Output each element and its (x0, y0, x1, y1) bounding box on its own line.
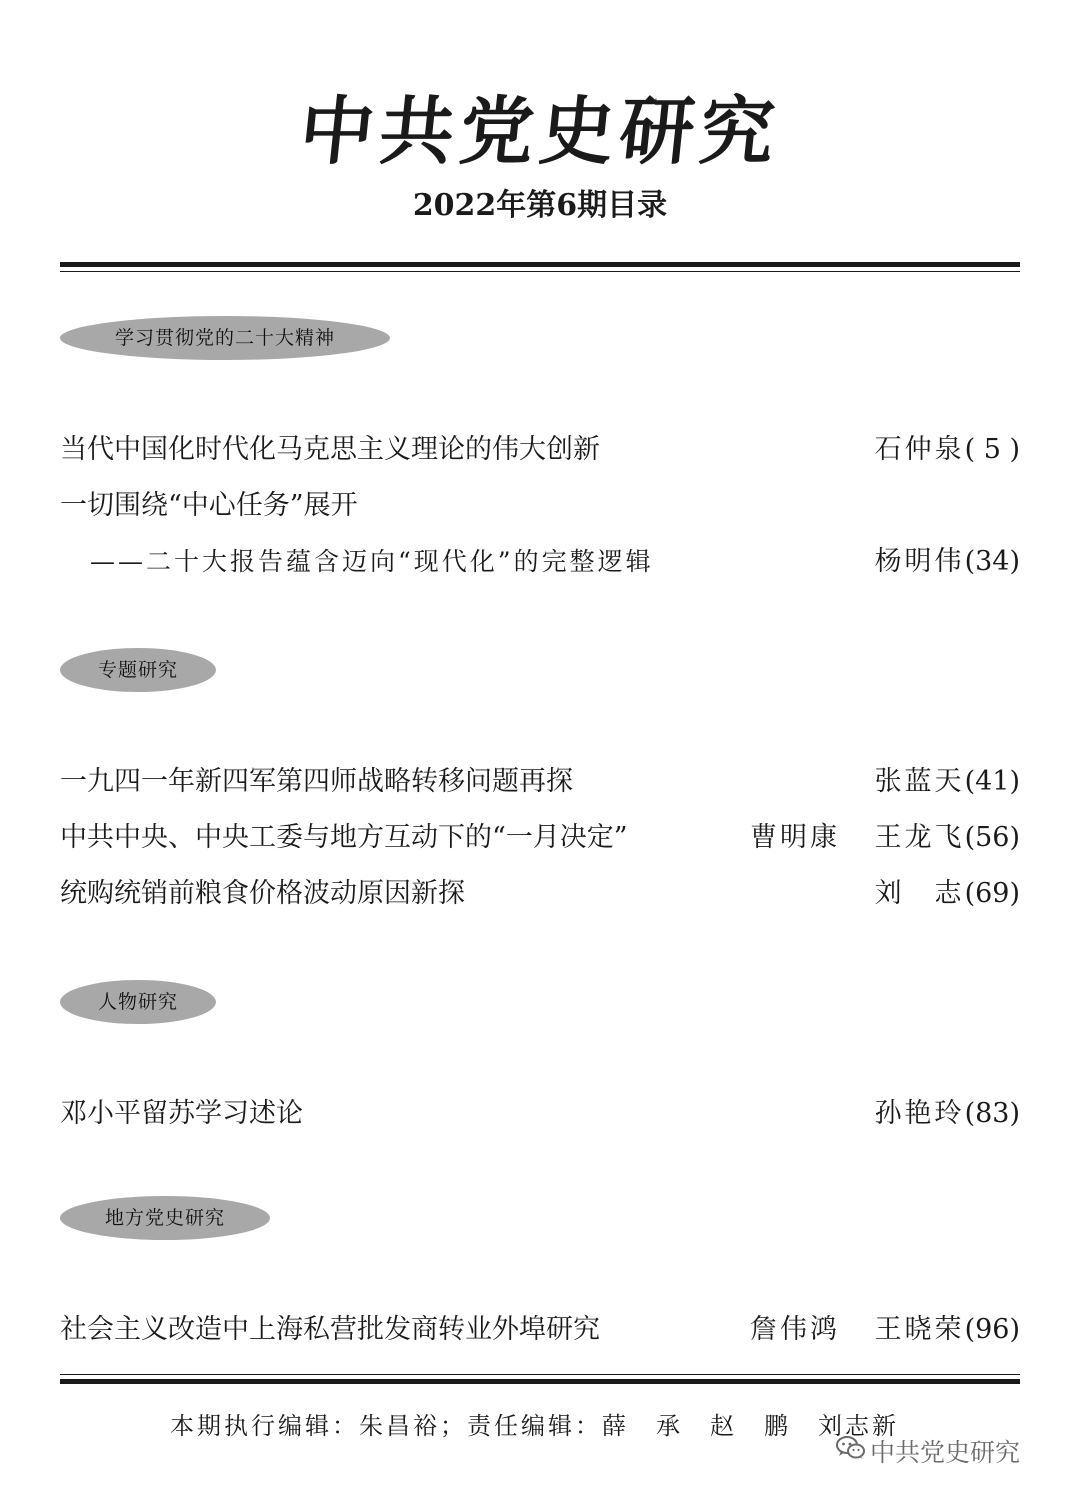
article-author: 孙艳玲 (874, 1098, 965, 1129)
wechat-watermark (836, 1432, 1020, 1472)
article-title: 一切围绕“中心任务”展开 (60, 490, 358, 521)
article-title: 社会主义改造中上海私营批发商转业外埠研究 (60, 1314, 600, 1345)
article-page: (83) (964, 1098, 1020, 1129)
article-page: ( 5 ) (964, 434, 1020, 465)
article-subtitle: ——二十大报告蕴含迈向“现代化”的完整逻辑 (90, 547, 654, 576)
article-author: 刘 志 (874, 878, 965, 909)
article-page: (41) (964, 766, 1020, 797)
wechat-icon (836, 1433, 866, 1473)
article-page: (96) (964, 1314, 1020, 1345)
toc-entry[interactable] (60, 430, 1020, 470)
toc-entry[interactable] (60, 1094, 1020, 1134)
section-label-study-20th-congress: 学习贯彻党的二十大精神 (60, 316, 390, 360)
article-title: 当代中国化时代化马克思主义理论的伟大创新 (60, 434, 600, 465)
journal-masthead: 中共党史研究 (295, 89, 785, 175)
article-author: 杨明伟 (874, 546, 965, 577)
watermark-text: 中共党史研究 (870, 1438, 1021, 1467)
article-title: 统购统销前粮食价格波动原因新探 (60, 878, 465, 909)
article-title: 邓小平留苏学习述论 (60, 1098, 303, 1129)
toc-entry[interactable] (60, 874, 1020, 914)
editors-credit: 本期执行编辑：朱昌裕；责任编辑：薛 承 赵 鹏 刘志新 (170, 1412, 899, 1440)
toc-entry[interactable] (60, 486, 1020, 526)
article-author: 王晓荣 (874, 1314, 965, 1345)
toc-entry[interactable] (60, 762, 1020, 802)
article-author: 张蓝天 (874, 766, 965, 797)
article-page: (34) (964, 546, 1020, 577)
article-title: 中共中央、中央工委与地方互动下的“一月决定” (60, 822, 628, 853)
issue-heading: 2022年第6期目录 (412, 188, 668, 223)
section-label-local-party-history: 地方党史研究 (60, 1196, 270, 1240)
article-author: 王龙飞 (874, 822, 965, 853)
article-author: 石仲泉 (874, 434, 965, 465)
article-coauthor: 詹伟鸿 (750, 1314, 840, 1345)
bottom-divider (60, 1374, 1020, 1384)
top-divider (60, 262, 1020, 272)
toc-entry[interactable] (60, 1310, 1020, 1350)
toc-entry-subtitle-line (60, 542, 1020, 582)
toc-entry[interactable] (60, 818, 1020, 858)
section-label-special-research: 专题研究 (60, 648, 216, 692)
article-title: 一九四一年新四军第四师战略转移问题再探 (60, 766, 573, 797)
section-label-biography-research: 人物研究 (60, 980, 216, 1024)
article-page: (56) (964, 822, 1020, 853)
article-page: (69) (964, 878, 1020, 909)
article-coauthor: 曹明康 (750, 822, 840, 853)
